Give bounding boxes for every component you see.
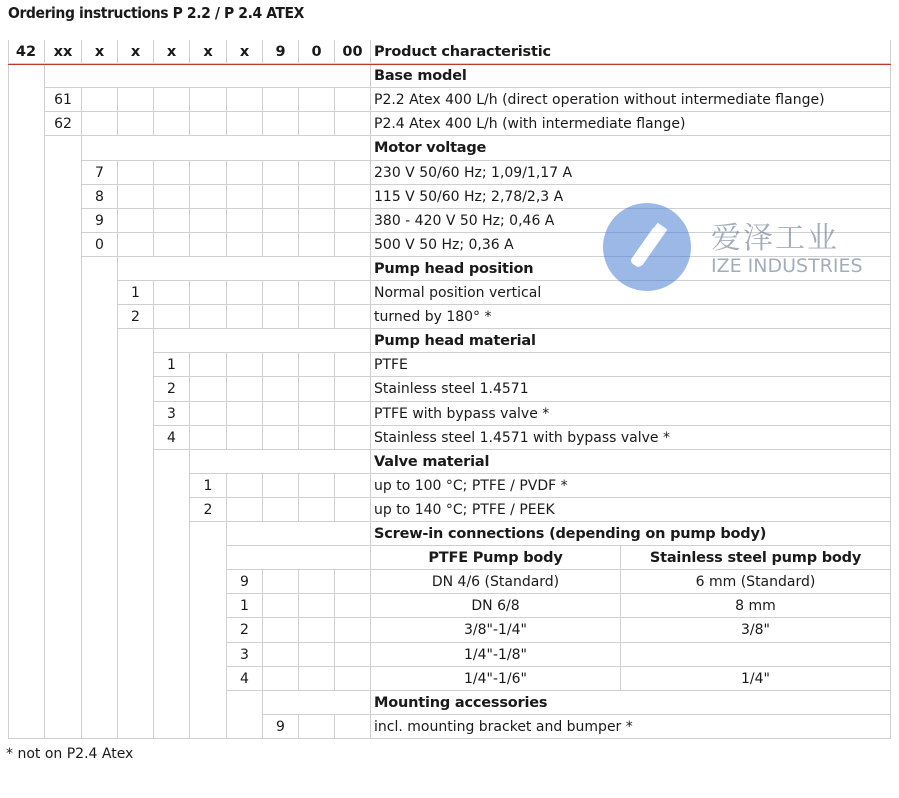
header-code-1: 42 (8, 40, 45, 64)
section-spacer-screw_in (227, 522, 371, 546)
empty-code-cell (299, 474, 335, 498)
empty-code-cell (299, 185, 335, 209)
empty-code-cell (335, 185, 371, 209)
header-code-4: x (118, 40, 154, 64)
option-code-pump_head_position: 2 (118, 305, 154, 329)
section-spacer-valve_material (190, 450, 371, 474)
header-code-2: xx (45, 40, 82, 64)
option-text-motor_voltage: 115 V 50/60 Hz; 2,78/2,3 A (371, 185, 891, 209)
option-code-motor_voltage: 9 (82, 209, 118, 233)
steel-value: 6 mm (Standard) (621, 570, 891, 594)
empty-code-cell (227, 161, 263, 185)
header-code-3: x (82, 40, 118, 64)
empty-code-cell (335, 353, 371, 377)
option-text-valve_material: up to 140 °C; PTFE / PEEK (371, 498, 891, 522)
option-text-pump_head_material: PTFE with bypass valve * (371, 402, 891, 426)
empty-code-cell (263, 426, 299, 450)
empty-code-cell (263, 570, 299, 594)
option-text-motor_voltage: 500 V 50 Hz; 0,36 A (371, 233, 891, 257)
empty-code-cell (335, 715, 371, 739)
empty-code-cell (335, 498, 371, 522)
header-underline (8, 64, 891, 65)
empty-code-cell (227, 498, 263, 522)
empty-code-cell (263, 88, 299, 112)
ptfe-value: 1/4"-1/8" (371, 643, 621, 667)
steel-value (621, 643, 891, 667)
empty-code-cell (335, 88, 371, 112)
section-spacer-base_model (45, 64, 371, 88)
empty-code-cell (227, 474, 263, 498)
page-title: Ordering instructions P 2.2 / P 2.4 ATEX (8, 4, 305, 22)
merged-empty-col-5 (154, 450, 190, 739)
merged-empty-col-6 (190, 522, 227, 739)
option-code-screw_in: 1 (227, 594, 263, 618)
empty-code-cell (118, 112, 154, 136)
empty-code-cell (190, 281, 227, 305)
option-code-valve_material: 1 (190, 474, 227, 498)
empty-code-cell (335, 161, 371, 185)
header-product-characteristic: Product characteristic (371, 40, 891, 64)
empty-code-cell (263, 618, 299, 643)
empty-code-cell (82, 88, 118, 112)
section-spacer-mounting (263, 691, 371, 715)
empty-code-cell (335, 594, 371, 618)
ptfe-value: DN 6/8 (371, 594, 621, 618)
empty-code-cell (118, 88, 154, 112)
empty-code-cell (335, 643, 371, 667)
option-code-pump_head_material: 3 (154, 402, 190, 426)
option-code-base_model: 62 (45, 112, 82, 136)
option-text-pump_head_material: PTFE (371, 353, 891, 377)
empty-code-cell (227, 209, 263, 233)
empty-code-cell (335, 281, 371, 305)
ptfe-value: DN 4/6 (Standard) (371, 570, 621, 594)
empty-code-cell (190, 112, 227, 136)
company-logo-icon (603, 203, 691, 291)
empty-code-cell (82, 112, 118, 136)
option-text-pump_head_position: turned by 180° * (371, 305, 891, 329)
footnote: * not on P2.4 Atex (6, 746, 134, 762)
merged-empty-col-2 (45, 136, 82, 739)
empty-code-cell (263, 161, 299, 185)
empty-code-cell (190, 233, 227, 257)
ptfe-value: 3/8"-1/4" (371, 618, 621, 643)
section-spacer-pump_head_position (118, 257, 371, 281)
empty-code-cell (190, 402, 227, 426)
empty-code-cell (154, 209, 190, 233)
empty-code-cell (154, 88, 190, 112)
empty-code-cell (335, 426, 371, 450)
empty-code-cell (335, 233, 371, 257)
empty-code-cell (299, 643, 335, 667)
empty-code-cell (263, 643, 299, 667)
merged-empty-col-7 (227, 691, 263, 739)
option-code-valve_material: 2 (190, 498, 227, 522)
empty-code-cell (263, 377, 299, 402)
column-header-steel: Stainless steel pump body (621, 546, 891, 570)
empty-code-cell (227, 112, 263, 136)
empty-code-cell (154, 305, 190, 329)
empty-code-cell (335, 667, 371, 691)
section-title-pump_head_position: Pump head position (371, 257, 891, 281)
ptfe-value: 1/4"-1/6" (371, 667, 621, 691)
steel-value: 3/8" (621, 618, 891, 643)
empty-code-cell (227, 426, 263, 450)
empty-code-cell (299, 161, 335, 185)
column-header-ptfe: PTFE Pump body (371, 546, 621, 570)
empty-code-cell (299, 426, 335, 450)
empty-code-cell (263, 281, 299, 305)
screw-subheader-spacer (227, 546, 371, 570)
option-code-screw_in: 4 (227, 667, 263, 691)
empty-code-cell (227, 185, 263, 209)
option-code-pump_head_material: 4 (154, 426, 190, 450)
empty-code-cell (263, 667, 299, 691)
empty-code-cell (154, 233, 190, 257)
option-text-pump_head_material: Stainless steel 1.4571 (371, 377, 891, 402)
empty-code-cell (335, 570, 371, 594)
empty-code-cell (154, 161, 190, 185)
empty-code-cell (227, 233, 263, 257)
empty-code-cell (263, 112, 299, 136)
empty-code-cell (190, 305, 227, 329)
empty-code-cell (118, 185, 154, 209)
section-title-motor_voltage: Motor voltage (371, 136, 891, 161)
empty-code-cell (299, 353, 335, 377)
header-code-10: 00 (335, 40, 371, 64)
steel-value: 8 mm (621, 594, 891, 618)
empty-code-cell (263, 474, 299, 498)
empty-code-cell (118, 233, 154, 257)
empty-code-cell (299, 305, 335, 329)
option-text-base_model: P2.4 Atex 400 L/h (with intermediate flange) (371, 112, 891, 136)
section-spacer-pump_head_material (154, 329, 371, 353)
header-code-9: 0 (299, 40, 335, 64)
option-code-pump_head_material: 1 (154, 353, 190, 377)
empty-code-cell (227, 353, 263, 377)
empty-code-cell (299, 618, 335, 643)
header-code-6: x (190, 40, 227, 64)
option-text-motor_voltage: 230 V 50/60 Hz; 1,09/1,17 A (371, 161, 891, 185)
empty-code-cell (299, 402, 335, 426)
empty-code-cell (118, 161, 154, 185)
merged-empty-col-1 (8, 64, 45, 739)
header-code-8: 9 (263, 40, 299, 64)
empty-code-cell (299, 667, 335, 691)
option-code-screw_in: 9 (227, 570, 263, 594)
option-code-base_model: 61 (45, 88, 82, 112)
empty-code-cell (299, 233, 335, 257)
empty-code-cell (335, 377, 371, 402)
empty-code-cell (227, 377, 263, 402)
empty-code-cell (227, 402, 263, 426)
empty-code-cell (154, 185, 190, 209)
merged-empty-col-4 (118, 329, 154, 739)
empty-code-cell (335, 112, 371, 136)
empty-code-cell (263, 185, 299, 209)
section-title-base_model: Base model (371, 64, 891, 88)
option-text-pump_head_position: Normal position vertical (371, 281, 891, 305)
empty-code-cell (299, 88, 335, 112)
option-text-valve_material: up to 100 °C; PTFE / PVDF * (371, 474, 891, 498)
option-text-mounting: incl. mounting bracket and bumper * (371, 715, 891, 739)
empty-code-cell (227, 305, 263, 329)
empty-code-cell (190, 426, 227, 450)
section-title-pump_head_material: Pump head material (371, 329, 891, 353)
empty-code-cell (263, 402, 299, 426)
section-title-mounting: Mounting accessories (371, 691, 891, 715)
empty-code-cell (190, 209, 227, 233)
header-code-5: x (154, 40, 190, 64)
empty-code-cell (190, 353, 227, 377)
empty-code-cell (263, 498, 299, 522)
empty-code-cell (299, 209, 335, 233)
option-text-motor_voltage: 380 - 420 V 50 Hz; 0,46 A (371, 209, 891, 233)
empty-code-cell (118, 209, 154, 233)
option-code-pump_head_position: 1 (118, 281, 154, 305)
steel-value: 1/4" (621, 667, 891, 691)
empty-code-cell (263, 353, 299, 377)
empty-code-cell (190, 88, 227, 112)
option-code-motor_voltage: 8 (82, 185, 118, 209)
empty-code-cell (227, 88, 263, 112)
empty-code-cell (299, 377, 335, 402)
empty-code-cell (190, 377, 227, 402)
empty-code-cell (263, 209, 299, 233)
option-code-motor_voltage: 0 (82, 233, 118, 257)
section-title-screw_in: Screw-in connections (depending on pump body) (371, 522, 891, 546)
empty-code-cell (335, 618, 371, 643)
watermark (603, 203, 883, 293)
empty-code-cell (190, 161, 227, 185)
empty-code-cell (299, 112, 335, 136)
empty-code-cell (299, 281, 335, 305)
empty-code-cell (263, 305, 299, 329)
watermark-cn-text: 爱泽工业 (711, 221, 839, 256)
empty-code-cell (299, 594, 335, 618)
merged-empty-col-3 (82, 257, 118, 739)
empty-code-cell (299, 570, 335, 594)
option-code-screw_in: 3 (227, 643, 263, 667)
empty-code-cell (335, 209, 371, 233)
option-text-pump_head_material: Stainless steel 1.4571 with bypass valve * (371, 426, 891, 450)
empty-code-cell (263, 594, 299, 618)
empty-code-cell (154, 281, 190, 305)
empty-code-cell (335, 402, 371, 426)
empty-code-cell (154, 112, 190, 136)
option-text-base_model: P2.2 Atex 400 L/h (direct operation without intermediate flange) (371, 88, 891, 112)
section-spacer-motor_voltage (82, 136, 371, 161)
option-code-motor_voltage: 7 (82, 161, 118, 185)
empty-code-cell (335, 474, 371, 498)
option-code-screw_in: 2 (227, 618, 263, 643)
empty-code-cell (263, 233, 299, 257)
empty-code-cell (299, 498, 335, 522)
empty-code-cell (227, 281, 263, 305)
header-code-7: x (227, 40, 263, 64)
empty-code-cell (335, 305, 371, 329)
option-code-pump_head_material: 2 (154, 377, 190, 402)
empty-code-cell (190, 185, 227, 209)
watermark-en-text: IZE INDUSTRIES (711, 255, 863, 277)
option-code-mounting: 9 (263, 715, 299, 739)
empty-code-cell (299, 715, 335, 739)
section-title-valve_material: Valve material (371, 450, 891, 474)
